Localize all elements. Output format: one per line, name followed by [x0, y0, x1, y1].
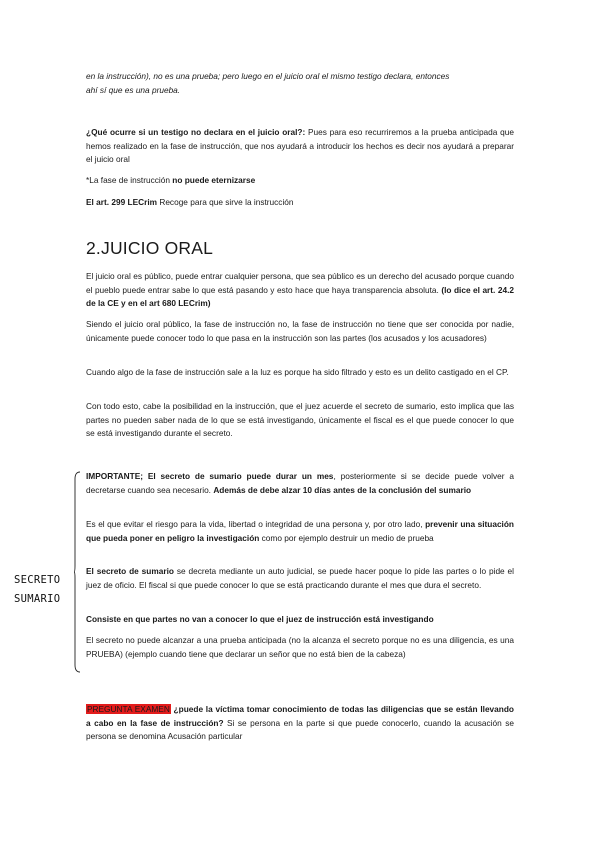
importante-bold: IMPORTANTE; El secreto de sumario puede durar un mes: [86, 471, 334, 481]
secreto-sumario-label: [14, 571, 64, 609]
siendo-paragraph: Siendo el juicio oral público, la fase de instrucción no, la fase de instrucción no tiene que ser conocida por nadie, únicamente puede conocer todo lo que pasa en la instrucción son las partes (los acusados y los acusadores): [86, 319, 514, 343]
evitar-text2: como por ejemplo destruir un medio de prueba: [259, 532, 434, 543]
consiste-bold: Consiste en que partes no van a conocer lo que el juez de instrucción está investigando: [86, 614, 434, 624]
pregunta-examen-paragraph: [86, 703, 514, 744]
instruccion-note: [86, 174, 514, 188]
instruccion-note-bold: no puede eternizarse: [172, 175, 256, 185]
testigo-question-paragraph: [86, 126, 514, 167]
consiste-paragraph: [86, 613, 514, 627]
exam-question: ¿puede la víctima tomar conocimiento de todas las diligencias que se están llevando a cabo en la fase de instrucción?: [86, 704, 514, 728]
no-alcanza-paragraph: El secreto no puede alcanzar a una prueba anticipada (no la alcanza el secreto porque no es una diligencia, es una PRUEBA) (ejemplo cuando tiene que declarar un señor que no está bien de la cabeza): [86, 635, 514, 659]
exam-answer: Si se persona en la parte si que puede conocerlo, cuando la acusación se persona se denomina Acusación particular: [86, 717, 514, 741]
side-label-line2: SUMARIO: [14, 593, 61, 605]
art299-ref: El art. 299 LECrim: [86, 197, 158, 207]
decreta-paragraph: [86, 565, 514, 592]
evitar-bold: prevenir una situación que pueda poner en peligro la investigación: [86, 519, 514, 543]
exam-question-tag: PREGUNTA EXAMEN: [87, 704, 170, 714]
decreta-bold: El secreto de sumario: [86, 566, 174, 576]
evitar-paragraph: [86, 518, 514, 545]
importante-paragraph: [86, 470, 514, 497]
side-label-line1: SECRETO: [14, 574, 61, 586]
section-heading: 2.JUICIO ORAL: [86, 238, 214, 258]
cuando-paragraph: Cuando algo de la fase de instrucción sale a la luz es porque ha sido filtrado y esto es un delito castigado en el CP.: [86, 367, 509, 377]
testigo-question: ¿Qué ocurre si un testigo no declara en el juicio oral?:: [86, 127, 306, 137]
secreto-sumario-bracket: [74, 471, 81, 673]
art299-paragraph: [86, 196, 514, 210]
testigo-answer: Pues para eso recurriremos a la prueba anticipada que hemos realizado en la fase de instrucción, que nos ayudará a introducir los hechos es decir nos ayudará a preparar el juicio oral: [86, 127, 514, 164]
top-note: [86, 70, 514, 97]
instruccion-note-prefix: *La fase de instrucción: [86, 175, 173, 185]
decreta-text: se decreta mediante un auto judicial, se puede hacer poque lo pide las partes o lo pide el juez de oficio. El fiscal si que puede conocer lo que se está practicando durante el mes que dura el secreto.: [86, 566, 515, 590]
art299-text: Recoge para que sirve la instrucción: [157, 197, 294, 207]
contodo-paragraph: Con todo esto, cabe la posibilidad en la instrucción, que el juez acuerde el secreto de sumario, esto implica que las partes no pueden saber nada de lo que se está investigando, únicamente el fiscal es el que puede conocer lo que se está investigando durante el secreto.: [86, 401, 514, 438]
juicio-publico-paragraph: [86, 270, 514, 311]
juicio-publico-text: El juicio oral es público, puede entrar cualquier persona, que sea público es un derecho del acusado porque cuando el pueblo puede entrar sabe lo que está pasando y esto hace que haya transparencia absoluta.: [86, 271, 514, 295]
importante-text: , posteriormente si se decide puede volver a decretarse cuando sea necesario.: [86, 471, 514, 495]
importante-bold2: Además de debe alzar 10 días antes de la conclusión del sumario: [213, 484, 472, 495]
top-note-line1: en la instrucción), no es una prueba; pero luego en el juicio oral el mismo testigo declara, entonces: [86, 71, 450, 81]
evitar-text1: Es el que evitar el riesgo para la vida, libertad o integridad de una persona y, por otro lado,: [86, 519, 426, 529]
juicio-publico-ref: (lo dice el art. 24.2 de la CE y en el art 680 LECrim): [86, 284, 514, 308]
top-note-line2: ahí sí que es una prueba.: [86, 84, 181, 95]
